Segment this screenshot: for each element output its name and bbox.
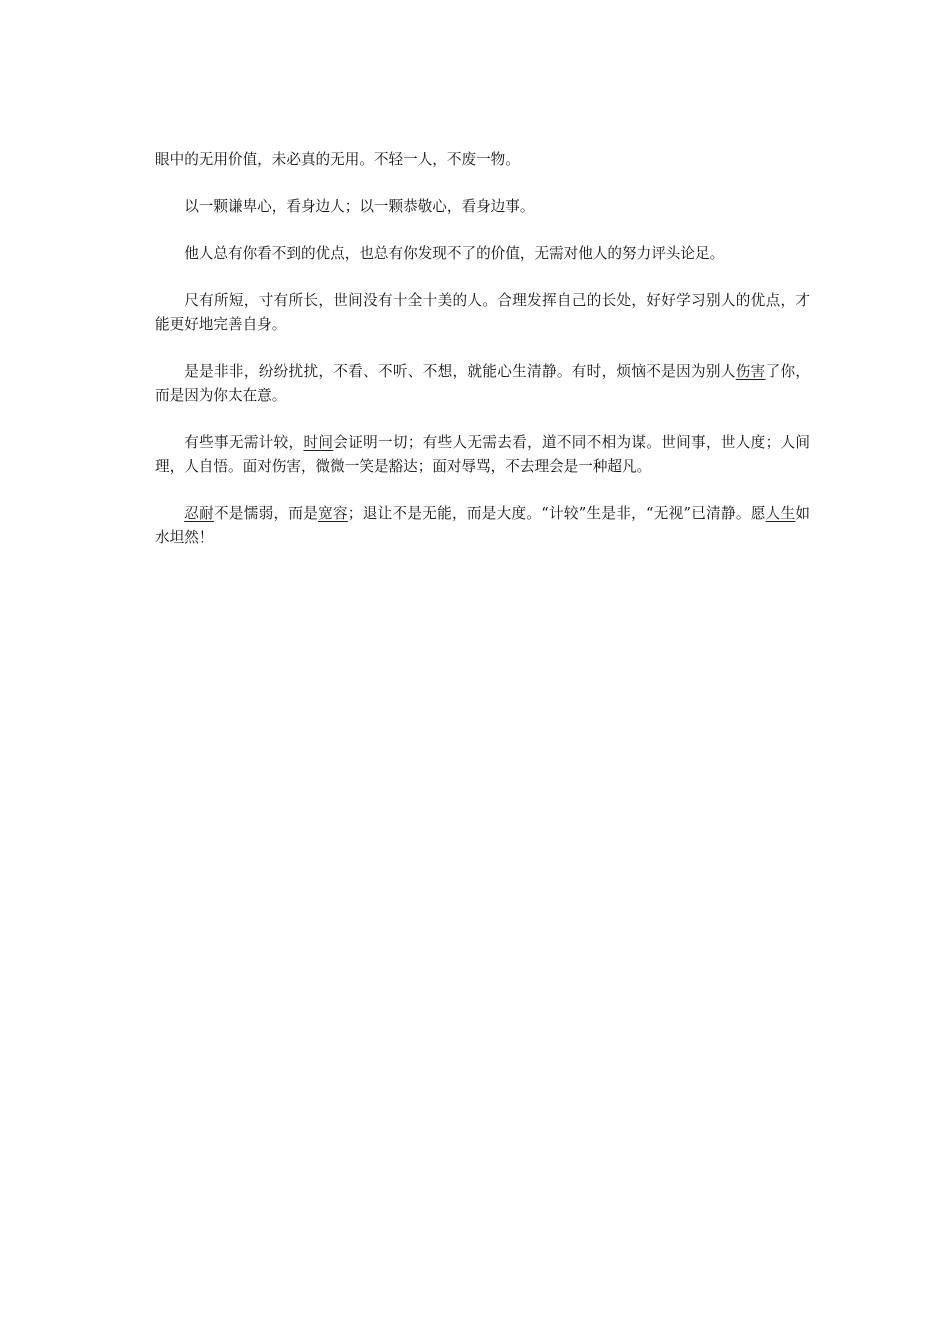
paragraph-5: [155, 360, 810, 408]
link-shijian[interactable]: 时间: [303, 434, 334, 451]
paragraph-text: ；退让不是无能，而是大度。“计较”生是非，“无视”已清静。愿: [347, 505, 766, 522]
paragraph-text: 眼中的无用价值，未必真的无用。不轻一人，不废一物。: [155, 151, 520, 168]
document-page: [155, 148, 810, 573]
paragraph-text: 有些事无需计较，: [184, 434, 304, 451]
paragraph-text: 了你，而是因为你太在意。: [155, 363, 810, 404]
paragraph-text: 尺有所短，寸有所长，世间没有十全十美的人。合理发挥自己的长处，好好学习别人的优点，才能更好地完善自身。: [155, 292, 810, 333]
link-rensheng[interactable]: 人生: [765, 505, 796, 522]
paragraph-text: 不是懦弱，而是: [213, 505, 319, 522]
paragraph-3: [155, 242, 810, 266]
paragraph-text: 如水坦然！: [155, 505, 810, 546]
paragraph-text: 他人总有你看不到的优点，也总有你发现不了的价值，无需对他人的努力评头论足。: [184, 245, 725, 262]
paragraph-text: 会证明一切；有些人无需去看，道不同不相为谋。世间事，世人度；人间理，人自悟。面对伤害，微微一笑是豁达；面对辱骂，不去理会是一种超凡。: [155, 434, 810, 475]
paragraph-7: [155, 502, 810, 550]
link-kuanrong[interactable]: 宽容: [318, 505, 348, 522]
paragraph-text: 是是非非，纷纷扰扰，不看、不听、不想，就能心生清静。有时，烦恼不是因为别人: [184, 363, 736, 380]
link-rennai[interactable]: 忍耐: [184, 505, 214, 522]
paragraph-6: [155, 431, 810, 479]
paragraph-1: [155, 148, 810, 172]
paragraph-2: [155, 195, 810, 219]
paragraph-4: [155, 289, 810, 337]
link-shanghai[interactable]: 伤害: [735, 363, 766, 380]
paragraph-text: 以一颗谦卑心，看身边人；以一颗恭敬心，看身边事。: [184, 198, 535, 215]
